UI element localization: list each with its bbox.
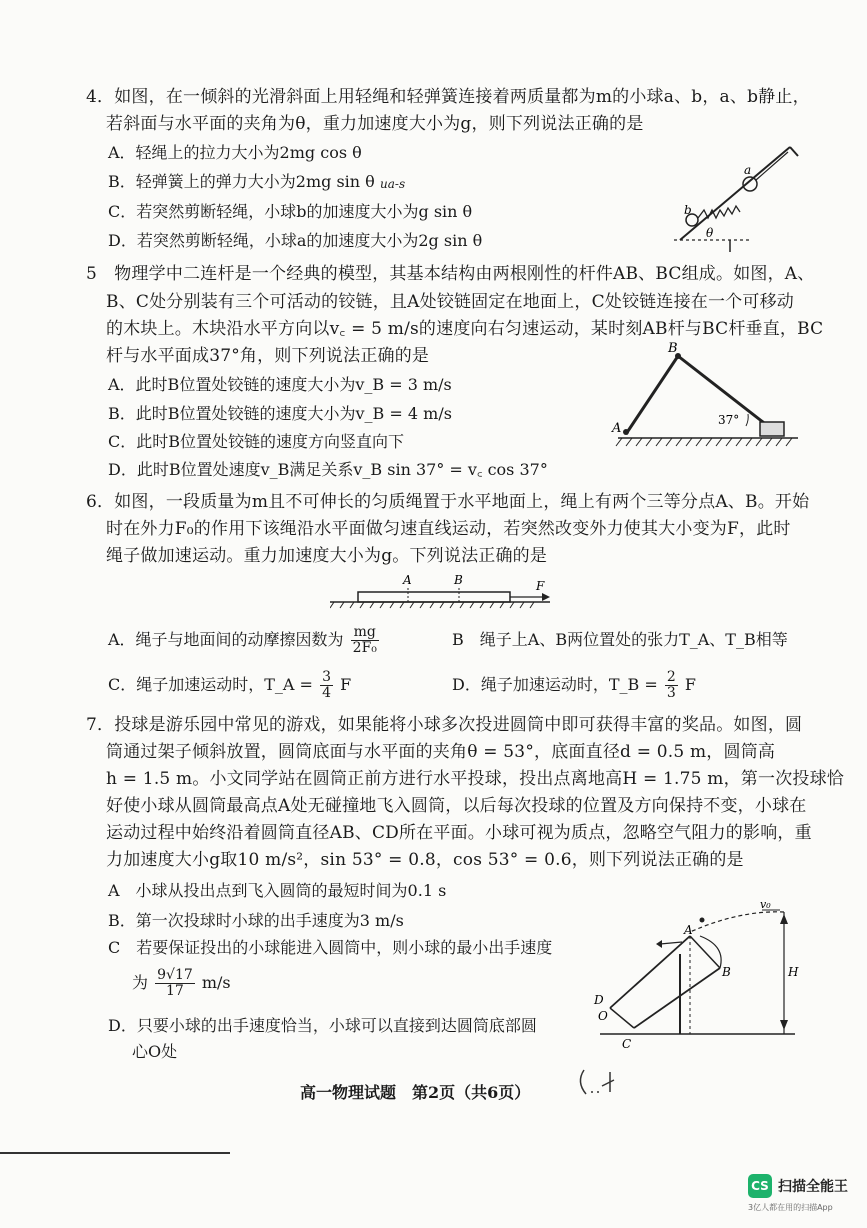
q6-option-c-text: C．绳子加速运动时，T_A = xyxy=(108,675,313,694)
q7-stem-line3: h = 1.5 m。小文同学站在圆筒正前方进行水平投球，投出点离地高H = 1.75 m，第一次投球恰 xyxy=(106,769,845,789)
q6-option-c-denominator: 4 xyxy=(322,685,331,701)
q5-stem-line1: 5 物理学中二连杆是一个经典的模型，其基本结构由两根刚性的杆件AB、BC组成。如图，A、 xyxy=(86,264,815,284)
q7-option-c-numerator: 9√17 xyxy=(157,967,193,983)
q5-stem-line3: 的木块上。木块沿水平方向以v꜀ = 5 m/s的速度向右匀速运动，某时刻AB杆与BC杆垂直，BC xyxy=(106,319,824,339)
q4-incline-figure xyxy=(670,140,810,255)
q7-throw-figure xyxy=(590,896,805,1056)
q6-stem-line1: 6．如图，一段质量为m且不可伸长的匀质绳置于水平地面上，绳上有两个三等分点A、B。开始 xyxy=(86,492,810,512)
q7-option-d-line2: 心O处 xyxy=(132,1042,178,1061)
q4-fig-label-a: a xyxy=(744,163,752,177)
q7-stem-line6: 力加速度大小g取10 m/s²，sin 53° = 0.8，cos 53° = 0.6，则下列说法正确的是 xyxy=(106,850,744,870)
q5-stem-line2: B、C处分别装有三个可活动的铰链，且A处铰链固定在地面上，C处铰链连接在一个可移动 xyxy=(106,292,794,312)
scanner-watermark xyxy=(748,1174,848,1198)
q5-stem-line4: 杆与水平面成37°角，则下列说法正确的是 xyxy=(106,346,430,366)
scanner-logo-icon: CS xyxy=(748,1174,772,1198)
q6-option-d-numerator: 2 xyxy=(666,669,676,685)
q7-stem-line1: 7．投球是游乐园中常见的游戏，如果能将小球多次投进圆筒中即可获得丰富的奖品。如图，圆 xyxy=(86,715,803,735)
q6-option-c-numerator: 3 xyxy=(322,669,331,685)
q7-fig-label-h: H xyxy=(788,965,799,979)
q6-option-c-suffix: F xyxy=(340,675,352,694)
q4-stem-line1: 4．如图，在一倾斜的光滑斜面上用轻绳和轻弹簧连接着两质量都为m的小球a、b，a、b静止， xyxy=(86,87,810,107)
q6-option-c-fraction xyxy=(320,670,333,701)
q6-option-a-fraction xyxy=(351,625,379,656)
q6-option-d-denominator: 3 xyxy=(666,685,676,701)
q6-option-d xyxy=(452,670,696,701)
q6-option-d-suffix: F xyxy=(684,675,696,694)
q6-option-a-numerator: mg xyxy=(351,625,379,641)
q5-fig-label-b: B xyxy=(668,341,678,356)
q5-fig-label-angle: 37° xyxy=(718,413,740,427)
q4-option-d: D．若突然剪断轻绳，小球a的加速度大小为2g sin θ xyxy=(108,231,483,250)
q7-option-c-unit: m/s xyxy=(201,973,231,992)
q6-fig-label-a: A xyxy=(403,573,412,587)
q6-option-c xyxy=(108,670,351,701)
q5-option-a: A．此时B位置处铰链的速度大小为v_B = 3 m/s xyxy=(108,375,452,394)
q7-fig-label-v0: v₀ xyxy=(760,898,771,911)
q7-option-c-line1: C 若要保证投出的小球能进入圆筒中，则小球的最小出手速度 xyxy=(108,938,553,957)
q6-option-a-text: A．绳子与地面间的动摩擦因数为 xyxy=(108,630,344,649)
q4-stem-line2: 若斜面与水平面的夹角为θ，重力加速度大小为g，则下列说法正确的是 xyxy=(106,114,644,134)
q7-option-c-line2 xyxy=(132,968,231,999)
q4-handwriting: ua-s xyxy=(380,177,406,191)
q6-fig-label-f: F xyxy=(536,579,545,593)
q6-option-b: B 绳子上A、B两位置处的张力T_A、T_B相等 xyxy=(452,630,788,649)
q4-option-b: B．轻弹簧上的弹力大小为2mg sin θ xyxy=(108,172,375,191)
q5-option-b: B．此时B位置处铰链的速度大小为v_B = 4 m/s xyxy=(108,404,452,423)
q4-fig-label-theta: θ xyxy=(706,226,714,240)
q7-option-c-prefix: 为 xyxy=(132,973,149,992)
q6-fig-label-b: B xyxy=(454,573,463,587)
pen-scribble-mark xyxy=(574,1066,622,1098)
q7-fig-label-o: O xyxy=(598,1009,608,1023)
q5-option-c: C．此时B位置处铰链的速度方向竖直向下 xyxy=(108,432,405,451)
q6-option-a-denominator: 2F₀ xyxy=(352,640,377,656)
q7-stem-line4: 好使小球从圆筒最高点A处无碰撞地飞入圆筒，以后每次投球的位置及方向保持不变，小球在 xyxy=(106,796,807,816)
page-footer: 高一物理试题 第2页（共6页） xyxy=(300,1083,531,1102)
q6-option-d-text: D．绳子加速运动时，T_B = xyxy=(452,675,658,694)
q6-option-d-fraction xyxy=(665,670,678,701)
q5-option-d: D．此时B位置处速度v_B满足关系v_B sin 37° = v꜀ cos 37° xyxy=(108,460,548,479)
q7-fig-label-b: B xyxy=(722,965,731,979)
q7-option-c-fraction xyxy=(155,968,195,999)
q7-option-a: A 小球从投出点到飞入圆筒的最短时间为0.1 s xyxy=(108,881,447,900)
q7-fig-label-d: D xyxy=(594,993,604,1007)
q5-fig-label-a: A xyxy=(612,421,622,436)
q7-option-d-line1: D．只要小球的出手速度恰当，小球可以直接到达圆筒底部圆 xyxy=(108,1016,537,1035)
q4-option-c: C．若突然剪断轻绳，小球b的加速度大小为g sin θ xyxy=(108,202,473,221)
q6-rope-figure xyxy=(330,572,560,612)
q6-option-a xyxy=(108,625,381,656)
scan-edge-shadow xyxy=(0,1152,230,1154)
q5-linkage-figure xyxy=(608,338,808,458)
q6-stem-line2: 时在外力F₀的作用下该绳沿水平面做匀速直线运动，若突然改变外力使其大小变为F，此时 xyxy=(106,519,791,539)
q7-option-b: B．第一次投球时小球的出手速度为3 m/s xyxy=(108,911,404,930)
q6-stem-line3: 绳子做加速运动。重力加速度大小为g。下列说法正确的是 xyxy=(106,546,548,566)
q7-option-c-denominator: 17 xyxy=(166,983,184,999)
q7-stem-line5: 运动过程中始终沿着圆筒直径AB、CD所在平面。小球可视为质点，忽略空气阻力的影响，重 xyxy=(106,823,812,843)
q4-option-a: A．轻绳上的拉力大小为2mg cos θ xyxy=(108,143,362,162)
scanner-tagline: 3亿人都在用的扫描App xyxy=(748,1203,833,1212)
q4-fig-label-b: b xyxy=(684,203,692,217)
q7-fig-label-c: C xyxy=(622,1037,632,1051)
scanner-app-name: 扫描全能王 xyxy=(778,1179,848,1195)
q7-fig-label-a: A xyxy=(684,923,693,937)
q7-stem-line2: 筒通过架子倾斜放置，圆筒底面与水平面的夹角θ = 53°，底面直径d = 0.5 m，圆筒高 xyxy=(106,742,776,762)
